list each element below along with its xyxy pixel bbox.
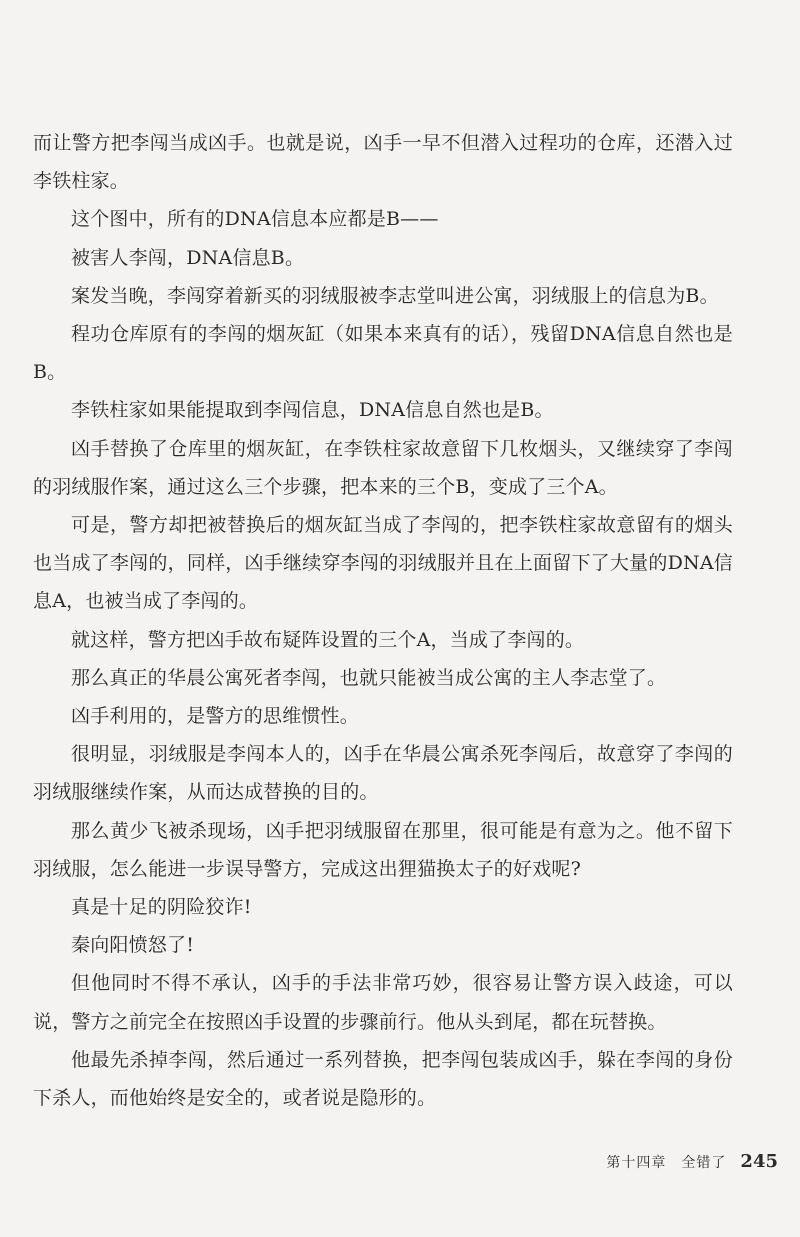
running-head: 第十四章 全错了 — [606, 1155, 727, 1171]
paragraph: 这个图中，所有的DNA信息本应都是B—— — [71, 208, 439, 231]
paragraph: 凶手利用的，是警方的思维惯性。 — [71, 705, 360, 728]
paragraph: 那么黄少飞被杀现场，凶手把羽绒服留在那里，很可能是有意为之。他不留下羽绒服，怎么能进一步误导警方，完成这出狸猫换太子的好戏呢? — [33, 819, 733, 880]
paragraph: 很明显，羽绒服是李闯本人的，凶手在华晨公寓杀死李闯后，故意穿了李闯的羽绒服继续作案，从而达成替换的目的。 — [33, 743, 733, 804]
page-footer — [606, 1151, 778, 1175]
paragraph: 凶手替换了仓库里的烟灰缸，在李铁柱家故意留下几枚烟头，又继续穿了李闯的羽绒服作案，通过这么三个步骤，把本来的三个B，变成了三个A。 — [33, 437, 733, 498]
paragraph: 程功仓库原有的李闯的烟灰缸（如果本来真有的话），残留DNA信息自然也是B。 — [33, 323, 733, 384]
paragraph: 可是，警方却把被替换后的烟灰缸当成了李闯的，把李铁柱家故意留有的烟头也当成了李闯的，同样，凶手继续穿李闯的羽绒服并且在上面留下了大量的DNA信息A，也被当成了李闯的。 — [33, 514, 733, 613]
paragraph: 但他同时不得不承认，凶手的手法非常巧妙，很容易让警方误入歧途，可以说，警方之前完全在按照凶手设置的步骤前行。他从头到尾，都在玩替换。 — [33, 972, 733, 1033]
paragraph: 他最先杀掉李闯，然后通过一系列替换，把李闯包装成凶手，躲在李闯的身份下杀人，而他始终是安全的，或者说是隐形的。 — [33, 1048, 733, 1110]
paragraph: 就这样，警方把凶手故布疑阵设置的三个A，当成了李闯的。 — [71, 628, 585, 651]
paragraph: 而让警方把李闯当成凶手。也就是说，凶手一早不但潜入过程功的仓库，还潜入过李铁柱家。 — [33, 132, 733, 193]
paragraph: 被害人李闯，DNA信息B。 — [71, 246, 305, 269]
paragraph: 李铁柱家如果能提取到李闯信息，DNA信息自然也是B。 — [71, 399, 554, 422]
paragraph: 案发当晚，李闯穿着新买的羽绒服被李志堂叫进公寓，羽绒服上的信息为B。 — [71, 284, 719, 307]
paragraph: 秦向阳愤怒了! — [71, 934, 195, 957]
paragraph: 真是十足的阴险狡诈! — [71, 896, 252, 919]
page-number: 245 — [740, 1151, 778, 1172]
paragraph: 那么真正的华晨公寓死者李闯，也就只能被当成公寓的主人李志堂了。 — [71, 666, 667, 689]
body-text — [33, 124, 733, 1117]
